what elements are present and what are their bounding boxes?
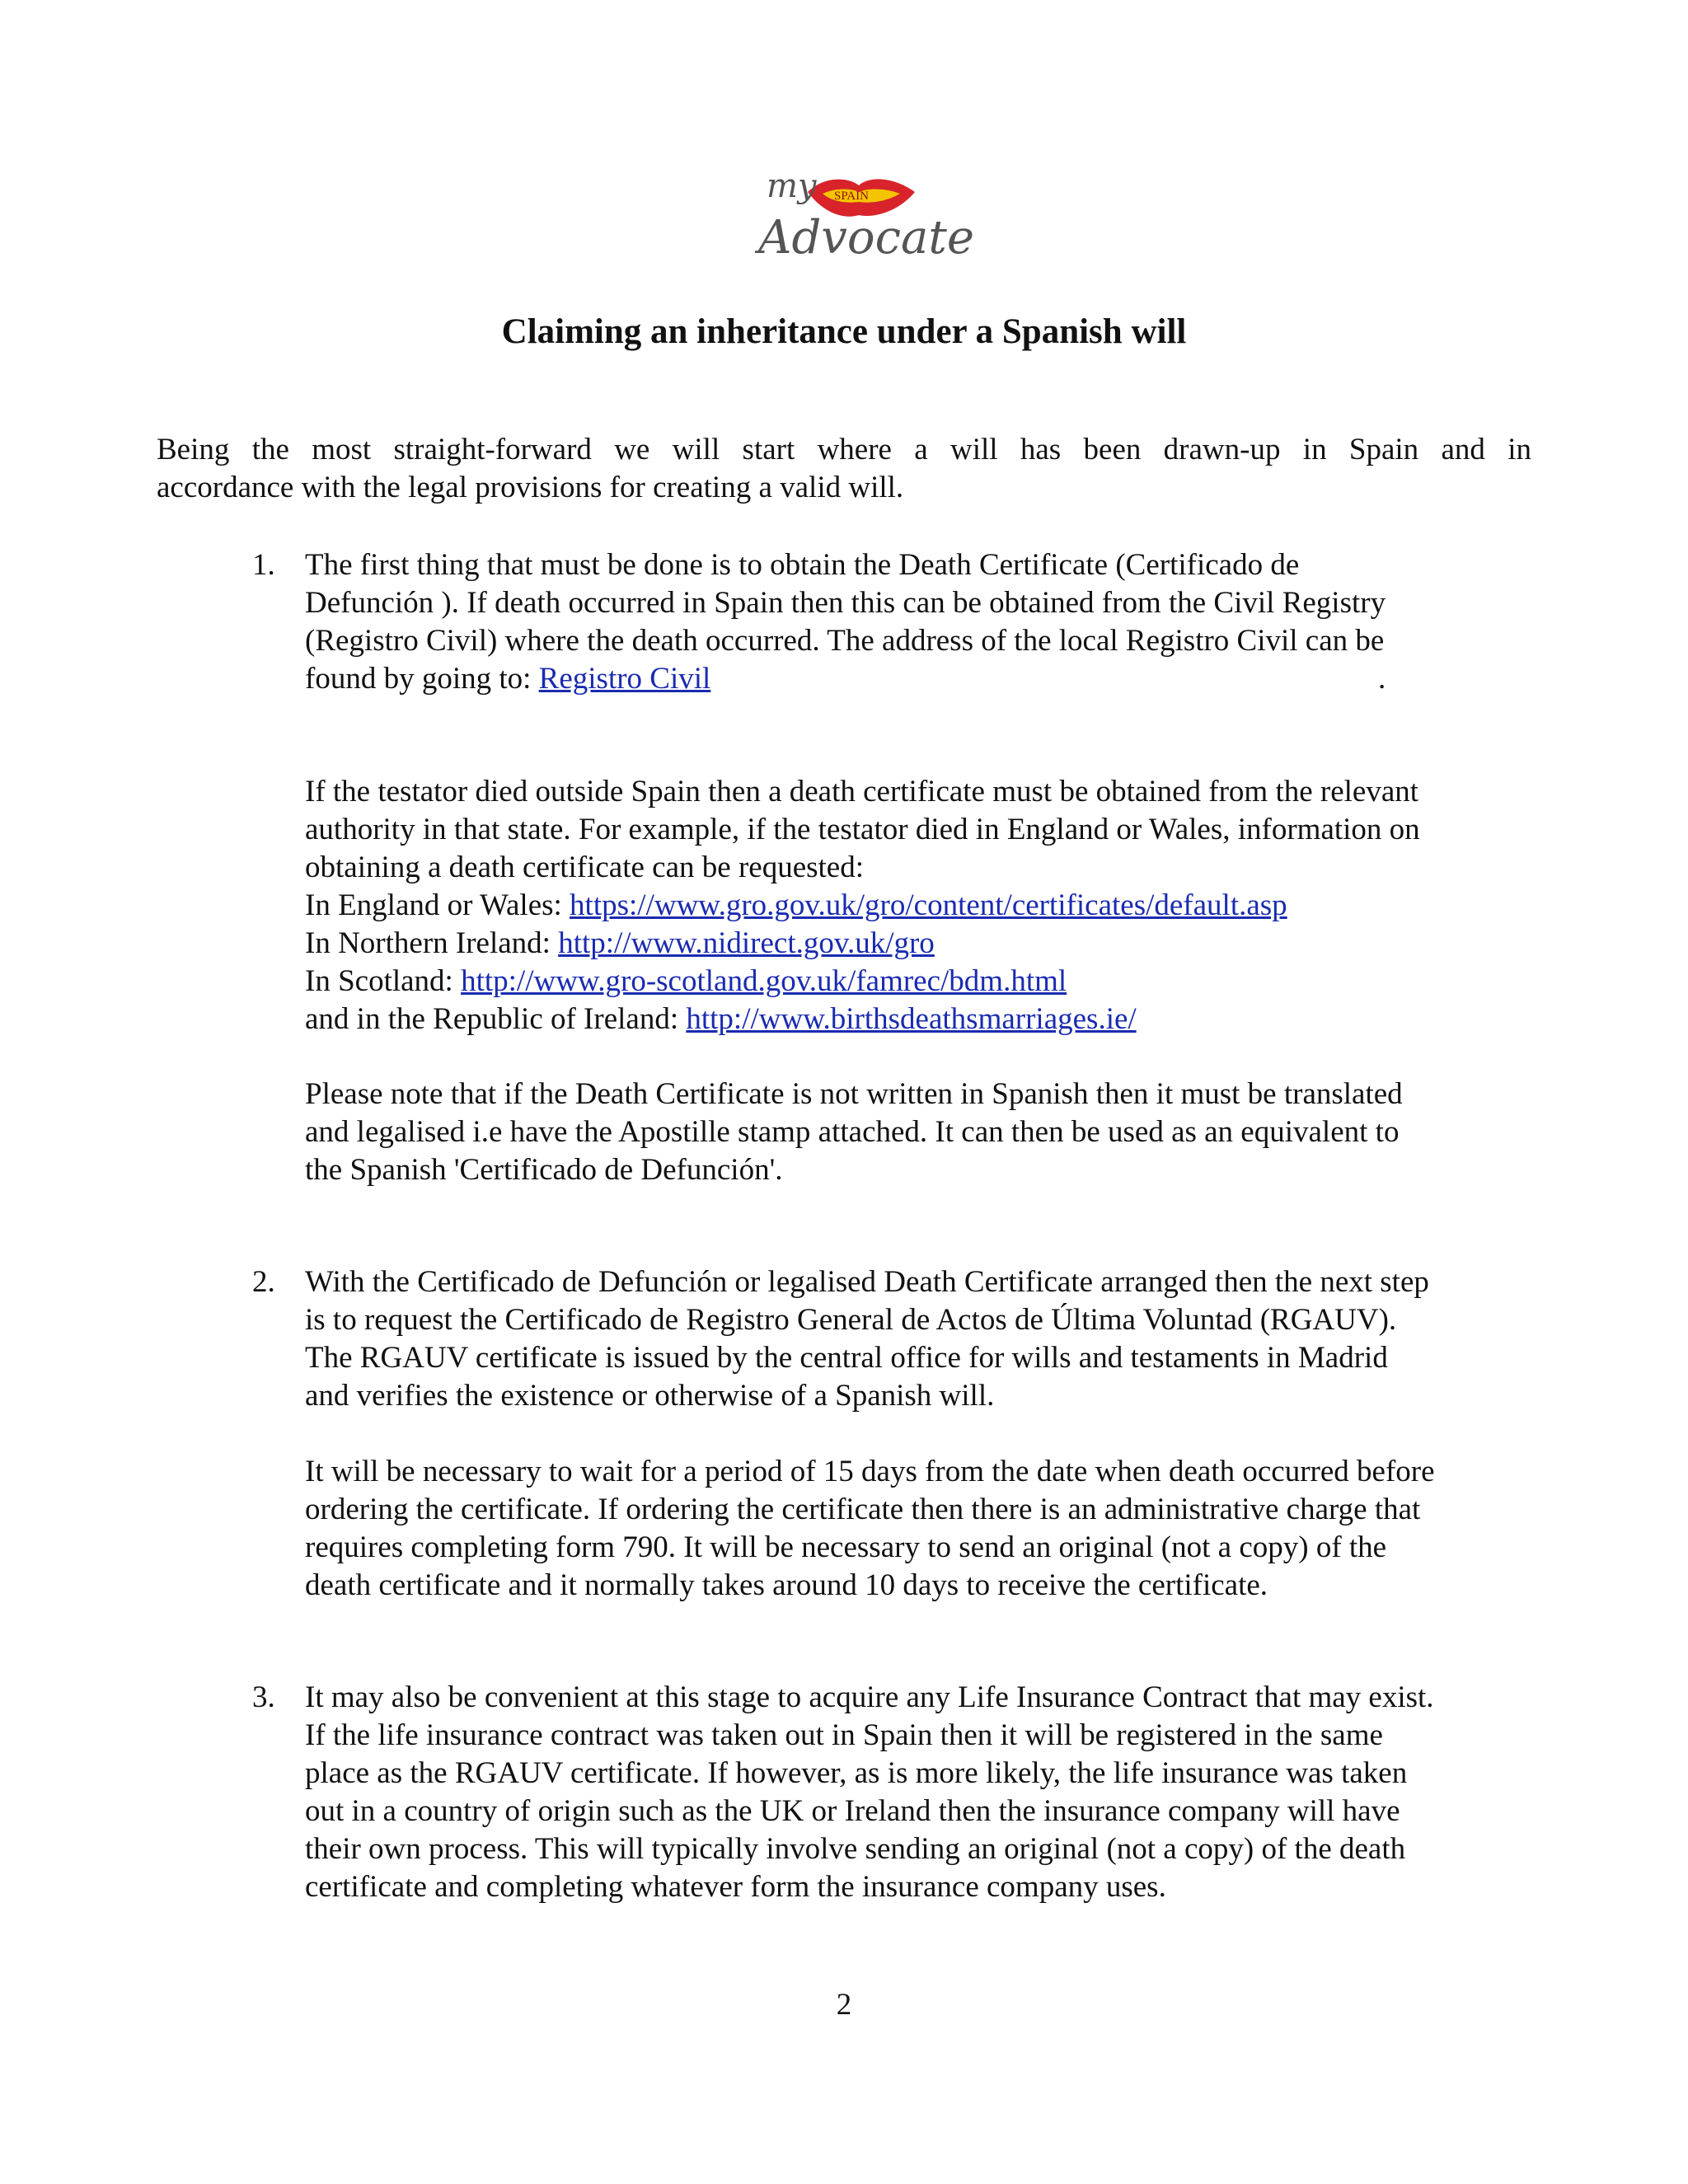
text-line: the Spanish 'Certificado de Defunción'. [305,1153,783,1187]
text-line: and legalised i.e have the Apostille stamp attached. It can then be used as an equivalent to [305,1115,1400,1149]
intro-paragraph [157,431,1531,507]
my-spain-advocate-logo [750,161,975,272]
text-line: It will be necessary to wait for a period of 15 days from the date when death occurred before [305,1455,1435,1488]
text-line [305,660,1541,698]
text-line: If the life insurance contract was taken out in Spain then it will be registered in the same [305,1718,1383,1752]
text-line: authority in that state. For example, if the testator died in England or Wales, information on [305,813,1420,846]
list-item-2-paragraph-1 [305,1263,1541,1415]
text-line: (Registro Civil) where the death occurred. The address of the local Registro Civil can be [305,624,1385,658]
text-fragment: found by going to: [305,662,539,696]
text-line: ordering the certificate. If ordering the certificate then there is an administrative charge that [305,1493,1421,1526]
text-line: is to request the Certificado de Registro General de Actos de Última Voluntad (RGAUV). [305,1303,1397,1337]
intro-line: accordance with the legal provisions for creating a valid will. [157,471,904,504]
text-line: certificate and completing whatever form the insurance company uses. [305,1870,1166,1904]
nidirect-link[interactable]: http://www.nidirect.gov.uk/gro [558,926,935,960]
link-label: In England or Wales: [305,888,570,922]
logo-graphic [750,161,975,272]
link-label: In Scotland: [305,964,462,998]
link-line-scotland [305,963,1541,1001]
text-line: out in a country of origin such as the UK or Ireland then the insurance company will have [305,1794,1400,1828]
list-item-1-paragraph-1 [305,546,1541,698]
link-label: and in the Republic of Ireland: [305,1002,687,1036]
text-line: and verifies the existence or otherwise of a Spanish will. [305,1379,995,1413]
text-line: Please note that if the Death Certificate is not written in Spanish then it must be translated [305,1077,1403,1111]
text-line: It may also be convenient at this stage to acquire any Life Insurance Contract that may exist. [305,1680,1434,1714]
logo-advocate-text: Advocate [758,211,975,265]
document-title: Claiming an inheritance under a Spanish will [501,312,1187,351]
logo-my-text: my [767,167,817,205]
text-line: requires completing form 790. It will be necessary to send an original (not a copy) of the [305,1530,1387,1564]
gro-scotland-link[interactable]: http://www.gro-scotland.gov.uk/famrec/bdm.html [461,964,1067,998]
list-item-1-paragraph-2 [305,773,1541,1038]
link-line-england-wales [305,887,1541,925]
text-line: their own process. This will typically involve sending an original (not a copy) of the death [305,1832,1406,1866]
gro-england-wales-link[interactable]: https://www.gro.gov.uk/gro/content/certificates/default.asp [570,888,1287,922]
list-number: 3. [252,1680,275,1714]
list-item-2-paragraph-2 [305,1453,1541,1605]
births-deaths-marriages-link[interactable]: http://www.birthsdeathsmarriages.ie/ [686,1002,1137,1036]
list-number: 1. [252,548,275,582]
text-line: With the Certificado de Defunción or legalised Death Certificate arranged then the next step [305,1265,1429,1299]
link-line-republic-of-ireland [305,1001,1541,1038]
page-number: 2 [836,1988,852,2022]
text-line: If the testator died outside Spain then a death certificate must be obtained from the relevant [305,775,1419,808]
text-line: death certificate and it normally takes around 10 days to receive the certificate. [305,1568,1268,1602]
intro-line: Being the most straight-forward we will start where a will has been drawn-up in Spain and in [157,433,1531,466]
list-number: 2. [252,1265,275,1299]
text-line: Defunción ). If death occurred in Spain then this can be obtained from the Civil Registry [305,586,1386,620]
text-line: place as the RGAUV certificate. If however, as is more likely, the life insurance was taken [305,1756,1408,1790]
list-item-3-paragraph-1 [305,1679,1541,1906]
logo-badge-text: SPAIN [834,190,869,203]
text-line: The RGAUV certificate is issued by the central office for wills and testaments in Madrid [305,1341,1388,1375]
text-line: The first thing that must be done is to obtain the Death Certificate (Certificado de [305,548,1300,582]
text-line: obtaining a death certificate can be requested: [305,851,864,884]
trailing-period: . [1378,662,1386,696]
list-item-1-paragraph-3 [305,1076,1541,1189]
link-line-northern-ireland [305,925,1541,963]
registro-civil-link[interactable]: Registro Civil [538,662,711,696]
link-label: In Northern Ireland: [305,926,559,960]
